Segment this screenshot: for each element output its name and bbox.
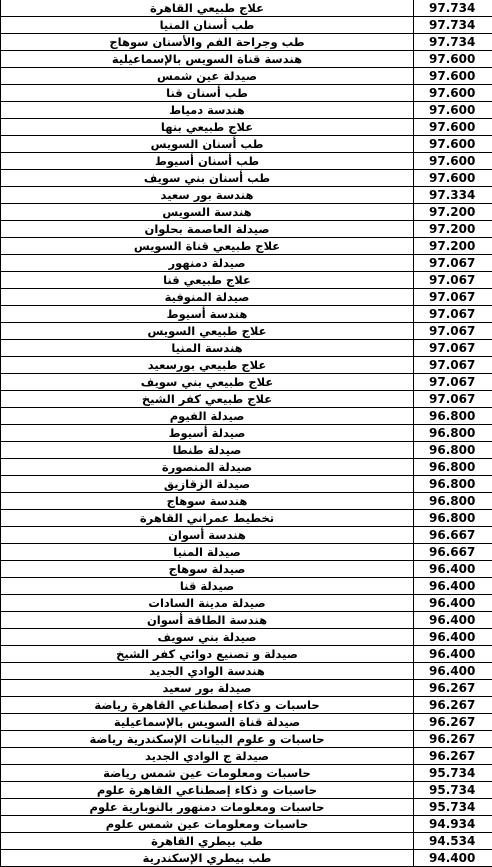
faculty-name-cell: هندسة الطاقة أسوان bbox=[1, 612, 414, 629]
faculty-name-cell: صيدلة الزقازيق bbox=[1, 476, 414, 493]
faculty-name-cell: هندسة دمياط bbox=[1, 102, 414, 119]
faculty-name-cell: صيدلة بني سويف bbox=[1, 629, 414, 646]
faculty-name-cell: صيدلة بور سعيد bbox=[1, 680, 414, 697]
faculty-name-cell: حاسبات و ذكاء إصطناعي القاهرة علوم bbox=[1, 782, 414, 799]
faculty-name-cell: تخطيط عمراني القاهرة bbox=[1, 510, 414, 527]
table-row bbox=[1, 255, 492, 272]
faculty-name-cell: صيدلة عين شمس bbox=[1, 68, 414, 85]
faculty-name-cell: حاسبات ومعلومات عين شمس علوم bbox=[1, 816, 414, 833]
min-score-cell: 94.400 bbox=[414, 850, 492, 867]
faculty-name-cell: هندسة أسوان bbox=[1, 527, 414, 544]
faculty-name-cell: صيدلة دمنهور bbox=[1, 255, 414, 272]
min-score-cell: 96.800 bbox=[414, 425, 492, 442]
faculty-name-cell: صيدلة المنيا bbox=[1, 544, 414, 561]
min-score-cell: 97.334 bbox=[414, 187, 492, 204]
faculty-name-cell: هندسة قناة السويس بالإسماعيلية bbox=[1, 51, 414, 68]
table-row bbox=[1, 595, 492, 612]
min-score-cell: 96.400 bbox=[414, 629, 492, 646]
min-score-cell: 96.267 bbox=[414, 697, 492, 714]
faculty-name-cell: هندسة سوهاج bbox=[1, 493, 414, 510]
table-row bbox=[1, 833, 492, 850]
min-score-cell: 97.067 bbox=[414, 306, 492, 323]
table-row bbox=[1, 731, 492, 748]
min-score-cell: 96.400 bbox=[414, 595, 492, 612]
faculty-name-cell: علاج طبيعي بورسعيد bbox=[1, 357, 414, 374]
table-row bbox=[1, 408, 492, 425]
faculty-name-cell: علاج طبيعي السويس bbox=[1, 323, 414, 340]
min-score-cell: 97.600 bbox=[414, 170, 492, 187]
min-score-cell: 97.600 bbox=[414, 51, 492, 68]
faculty-name-cell: صيدلة مدينة السادات bbox=[1, 595, 414, 612]
table-row bbox=[1, 119, 492, 136]
table-row bbox=[1, 850, 492, 867]
table-row bbox=[1, 323, 492, 340]
min-score-cell: 96.267 bbox=[414, 714, 492, 731]
faculty-name-cell: هندسة بور سعيد bbox=[1, 187, 414, 204]
min-score-cell: 97.067 bbox=[414, 374, 492, 391]
min-score-cell: 97.200 bbox=[414, 238, 492, 255]
faculty-name-cell: هندسة المنيا bbox=[1, 340, 414, 357]
faculty-name-cell: علاج طبيعي القاهرة bbox=[1, 0, 414, 17]
table-row bbox=[1, 663, 492, 680]
min-score-cell: 96.400 bbox=[414, 561, 492, 578]
table-row bbox=[1, 102, 492, 119]
table-row bbox=[1, 153, 492, 170]
table-row bbox=[1, 544, 492, 561]
faculty-name-cell: هندسة السويس bbox=[1, 204, 414, 221]
min-score-cell: 96.800 bbox=[414, 476, 492, 493]
faculty-name-cell: طب أسنان قنا bbox=[1, 85, 414, 102]
faculty-name-cell: طب بيطري الإسكندرية bbox=[1, 850, 414, 867]
table-row bbox=[1, 221, 492, 238]
min-score-cell: 97.734 bbox=[414, 0, 492, 17]
table-row bbox=[1, 459, 492, 476]
table-row bbox=[1, 340, 492, 357]
min-score-cell: 97.067 bbox=[414, 255, 492, 272]
table-row bbox=[1, 238, 492, 255]
min-score-cell: 96.400 bbox=[414, 578, 492, 595]
min-score-cell: 97.067 bbox=[414, 391, 492, 408]
min-score-cell: 97.734 bbox=[414, 17, 492, 34]
table-row bbox=[1, 714, 492, 731]
table-row bbox=[1, 510, 492, 527]
faculty-name-cell: طب أسنان السويس bbox=[1, 136, 414, 153]
faculty-name-cell: صيدلة سوهاج bbox=[1, 561, 414, 578]
min-score-cell: 95.734 bbox=[414, 765, 492, 782]
table-row bbox=[1, 765, 492, 782]
table-row bbox=[1, 697, 492, 714]
min-score-cell: 96.800 bbox=[414, 493, 492, 510]
table-row bbox=[1, 306, 492, 323]
min-score-cell: 97.067 bbox=[414, 272, 492, 289]
min-score-cell: 96.400 bbox=[414, 646, 492, 663]
faculty-name-cell: حاسبات ومعلومات عين شمس رياضة bbox=[1, 765, 414, 782]
min-score-cell: 96.667 bbox=[414, 527, 492, 544]
faculty-name-cell: صيدلة ج الوادي الجديد bbox=[1, 748, 414, 765]
faculty-name-cell: علاج طبيعي بني سويف bbox=[1, 374, 414, 391]
min-score-cell: 97.600 bbox=[414, 85, 492, 102]
min-score-cell: 96.800 bbox=[414, 510, 492, 527]
table-row bbox=[1, 527, 492, 544]
min-score-cell: 94.934 bbox=[414, 816, 492, 833]
faculty-name-cell: صيدلة الفيوم bbox=[1, 408, 414, 425]
table-row bbox=[1, 136, 492, 153]
table-row bbox=[1, 289, 492, 306]
table-row bbox=[1, 68, 492, 85]
faculty-name-cell: طب أسنان بني سويف bbox=[1, 170, 414, 187]
table-body bbox=[1, 0, 492, 867]
min-score-cell: 97.200 bbox=[414, 204, 492, 221]
table-row bbox=[1, 578, 492, 595]
faculty-name-cell: صيدلة المنوفية bbox=[1, 289, 414, 306]
table-row bbox=[1, 357, 492, 374]
table-row bbox=[1, 442, 492, 459]
table-row bbox=[1, 680, 492, 697]
faculty-name-cell: هندسة أسيوط bbox=[1, 306, 414, 323]
min-score-cell: 96.667 bbox=[414, 544, 492, 561]
min-score-cell: 96.400 bbox=[414, 612, 492, 629]
faculty-name-cell: صيدلة و تصنيع دوائي كفر الشيخ bbox=[1, 646, 414, 663]
faculty-name-cell: صيدلة أسيوط bbox=[1, 425, 414, 442]
table-row bbox=[1, 816, 492, 833]
table-row bbox=[1, 51, 492, 68]
table-row bbox=[1, 374, 492, 391]
min-score-cell: 97.734 bbox=[414, 34, 492, 51]
min-score-cell: 97.600 bbox=[414, 136, 492, 153]
table-row bbox=[1, 0, 492, 17]
min-score-cell: 96.267 bbox=[414, 731, 492, 748]
table-row bbox=[1, 612, 492, 629]
min-score-cell: 96.800 bbox=[414, 459, 492, 476]
faculty-name-cell: صيدلة المنصورة bbox=[1, 459, 414, 476]
min-score-cell: 96.800 bbox=[414, 442, 492, 459]
table-row bbox=[1, 17, 492, 34]
faculty-name-cell: طب أسنان أسيوط bbox=[1, 153, 414, 170]
min-score-cell: 97.600 bbox=[414, 119, 492, 136]
faculty-name-cell: صيدلة قناة السويس بالإسماعيلية bbox=[1, 714, 414, 731]
table-row bbox=[1, 34, 492, 51]
faculty-name-cell: حاسبات و ذكاء إصطناعي القاهرة رياضة bbox=[1, 697, 414, 714]
faculty-name-cell: علاج طبيعي كفر الشيخ bbox=[1, 391, 414, 408]
table-row bbox=[1, 629, 492, 646]
table-row bbox=[1, 799, 492, 816]
min-score-cell: 97.600 bbox=[414, 102, 492, 119]
table-row bbox=[1, 782, 492, 799]
table-row bbox=[1, 272, 492, 289]
min-score-cell: 95.734 bbox=[414, 782, 492, 799]
table-row bbox=[1, 425, 492, 442]
faculty-name-cell: علاج طبيعي بنها bbox=[1, 119, 414, 136]
min-score-cell: 94.534 bbox=[414, 833, 492, 850]
table-row bbox=[1, 204, 492, 221]
table-row bbox=[1, 187, 492, 204]
min-score-cell: 97.067 bbox=[414, 340, 492, 357]
faculty-name-cell: حاسبات ومعلومات دمنهور بالنوبارية علوم bbox=[1, 799, 414, 816]
table-row bbox=[1, 476, 492, 493]
min-score-cell: 97.067 bbox=[414, 323, 492, 340]
table-row bbox=[1, 85, 492, 102]
min-score-cell: 96.400 bbox=[414, 663, 492, 680]
faculty-name-cell: حاسبات و علوم البيانات الإسكندرية رياضة bbox=[1, 731, 414, 748]
faculty-name-cell: صيدلة قنا bbox=[1, 578, 414, 595]
faculty-name-cell: طب أسنان المنيا bbox=[1, 17, 414, 34]
faculty-name-cell: طب وجراحة الفم والأسنان سوهاج bbox=[1, 34, 414, 51]
faculty-name-cell: علاج طبيعي قنا bbox=[1, 272, 414, 289]
faculty-name-cell: طب بيطري القاهرة bbox=[1, 833, 414, 850]
faculty-name-cell: صيدلة طنطا bbox=[1, 442, 414, 459]
faculty-name-cell: علاج طبيعي قناة السويس bbox=[1, 238, 414, 255]
faculty-name-cell: صيدلة العاصمة بحلوان bbox=[1, 221, 414, 238]
min-score-cell: 96.267 bbox=[414, 748, 492, 765]
table-row bbox=[1, 391, 492, 408]
faculty-name-cell: هندسة الوادي الجديد bbox=[1, 663, 414, 680]
min-score-cell: 97.067 bbox=[414, 289, 492, 306]
min-score-cell: 97.067 bbox=[414, 357, 492, 374]
table-row bbox=[1, 646, 492, 663]
min-score-cell: 96.267 bbox=[414, 680, 492, 697]
min-score-cell: 97.200 bbox=[414, 221, 492, 238]
table-row bbox=[1, 493, 492, 510]
table-row bbox=[1, 561, 492, 578]
min-score-cell: 96.800 bbox=[414, 408, 492, 425]
table-row bbox=[1, 748, 492, 765]
table-row bbox=[1, 170, 492, 187]
min-score-cell: 95.734 bbox=[414, 799, 492, 816]
min-score-cell: 97.600 bbox=[414, 153, 492, 170]
min-score-cell: 97.600 bbox=[414, 68, 492, 85]
